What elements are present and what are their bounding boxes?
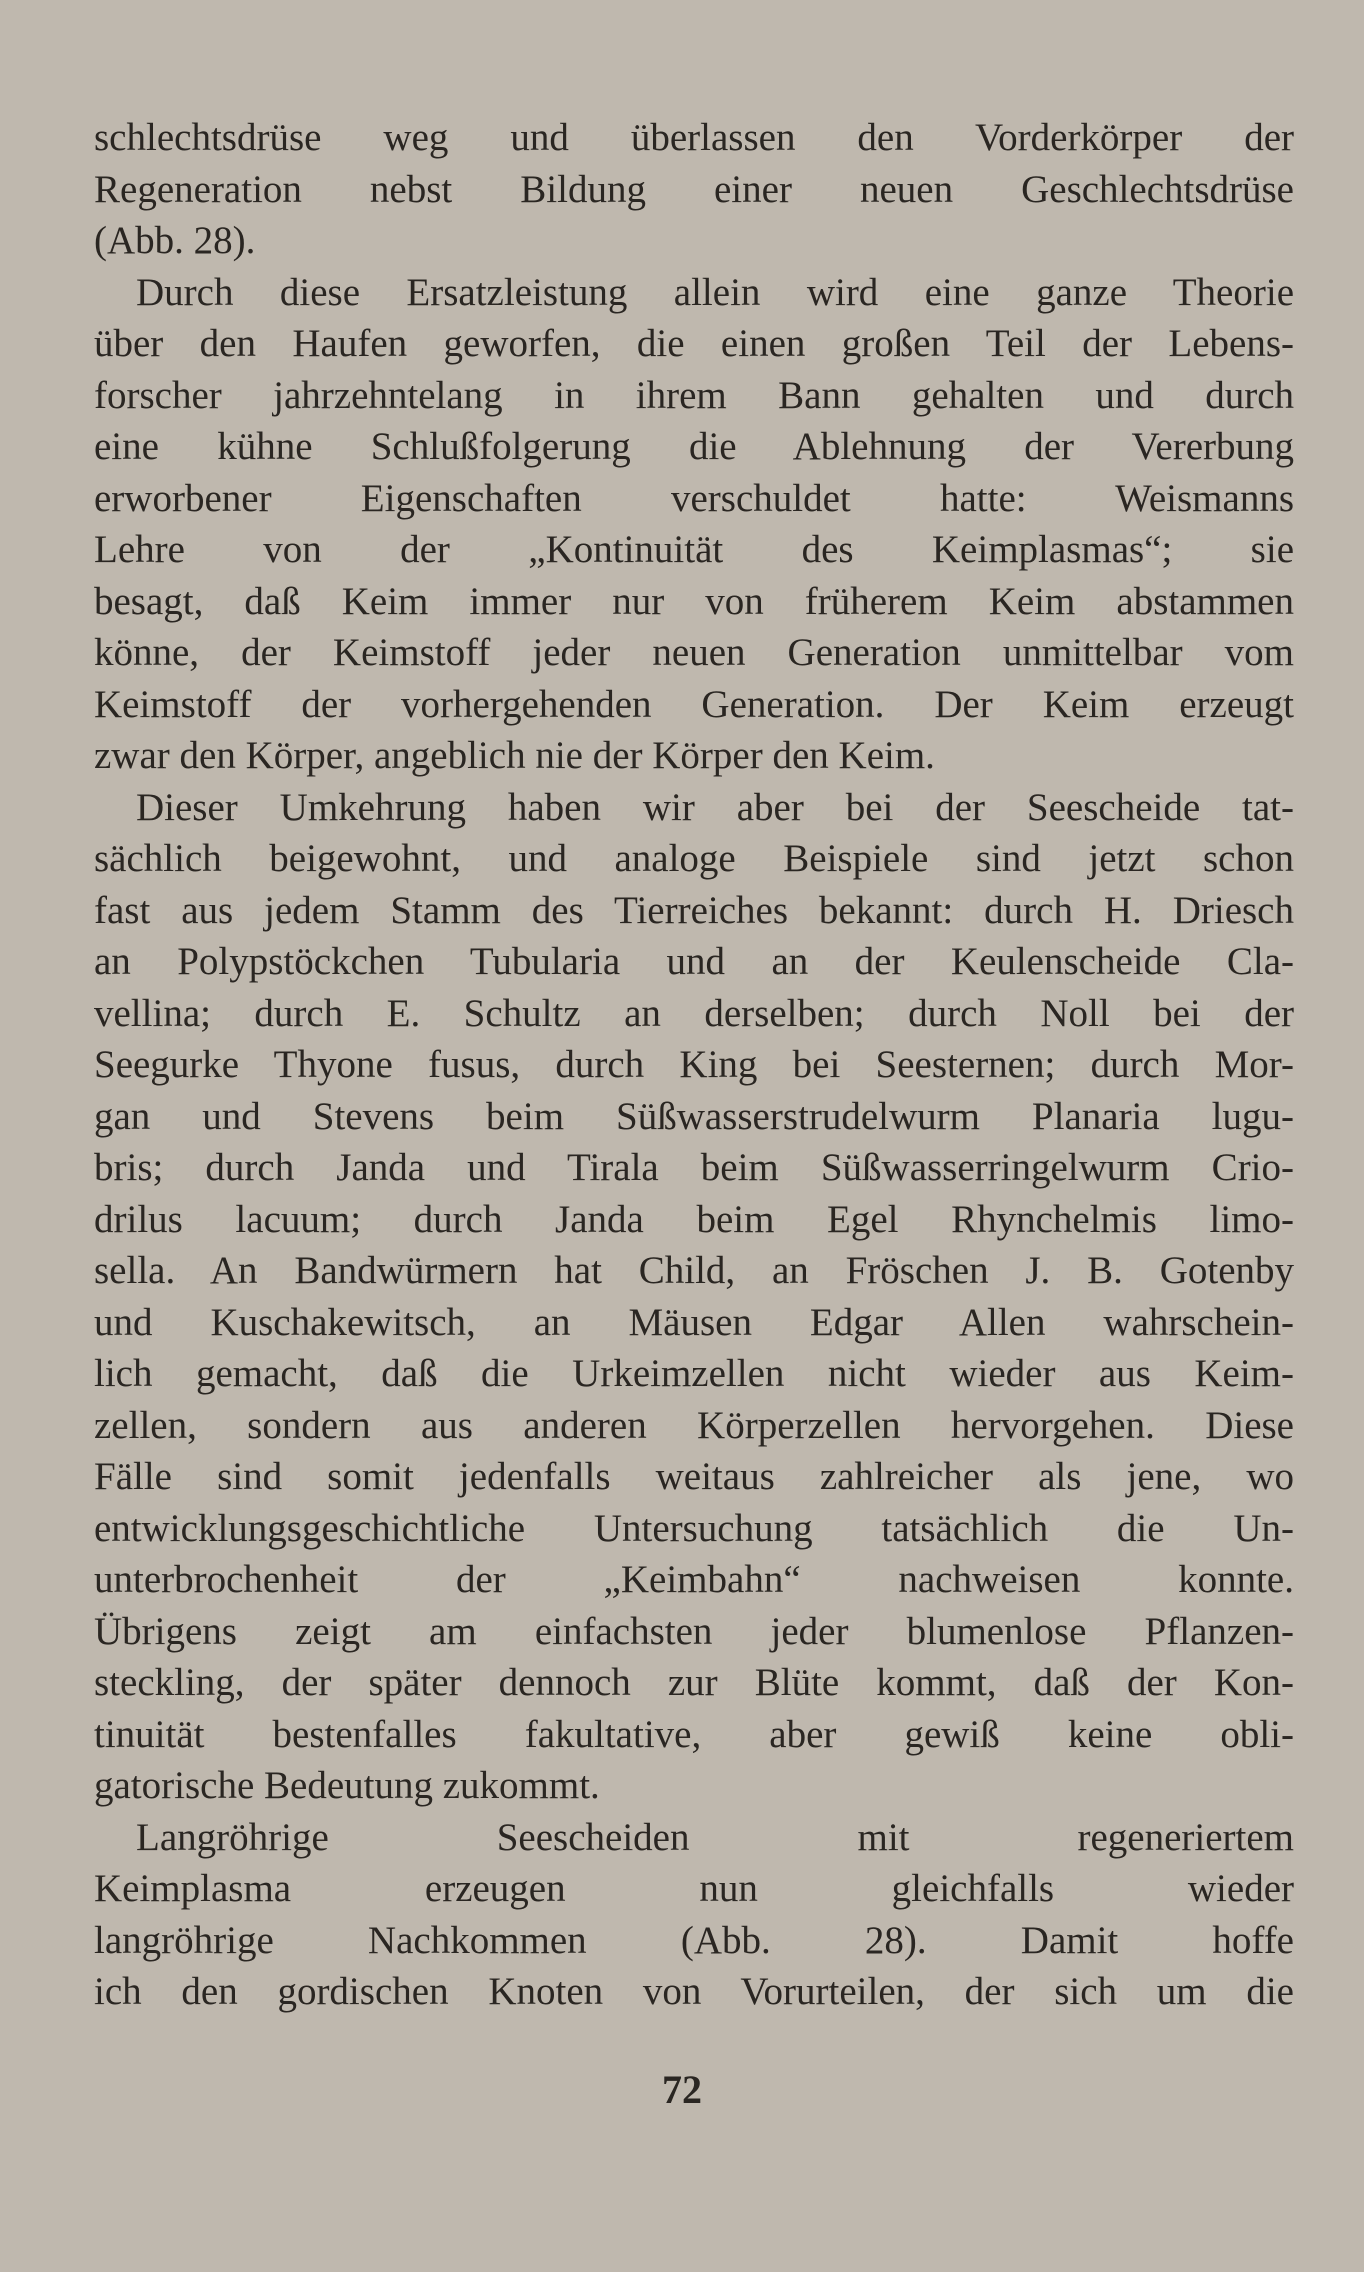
text-line: unterbrochenheit der „Keimbahn“ nachweisen konnte. — [94, 1558, 1294, 1601]
text-line: könne, der Keimstoff jeder neuen Generation unmittelbar vom — [94, 631, 1294, 674]
text-line: Seegurke Thyone fusus, durch King bei Seesternen; durch Mor- — [94, 1043, 1294, 1086]
text-line: forscher jahrzehntelang in ihrem Bann gehalten und durch — [94, 373, 1294, 417]
text-line: Lehre von der „Kontinuität des Keimplasmas“; sie — [94, 528, 1294, 571]
text-line: erworbener Eigenschaften verschuldet hatte: Weismanns — [94, 476, 1294, 520]
text-line: und Kuschakewitsch, an Mäusen Edgar Allen wahrschein- — [94, 1300, 1294, 1344]
text-line: Dieser Umkehrung haben wir aber bei der Seescheide tat- — [136, 785, 1294, 829]
text-line: Regeneration nebst Bildung einer neuen Geschlechtsdrüse — [94, 167, 1294, 211]
text-line: gan und Stevens beim Süßwasserstrudelwurm Planaria lugu- — [94, 1094, 1294, 1138]
text-line: lich gemacht, daß die Urkeimzellen nicht wieder aus Keim- — [94, 1352, 1294, 1395]
text-line: zellen, sondern aus anderen Körperzellen hervorgehen. Diese — [94, 1403, 1294, 1447]
text-line: fast aus jedem Stamm des Tierreiches bekannt: durch H. Driesch — [94, 888, 1294, 932]
text-line: Langröhrige Seescheiden mit regeneriertem — [136, 1815, 1294, 1859]
text-line: Keimplasma erzeugen nun gleichfalls wieder — [94, 1867, 1294, 1910]
text-line: gatorische Bedeutung zukommt. — [94, 1764, 600, 1807]
text-line: sella. An Bandwürmern hat Child, an Fröschen J. B. Gotenby — [94, 1249, 1294, 1292]
text-line: ich den gordischen Knoten von Vorurteilen, der sich um die — [94, 1970, 1294, 2013]
text-line: an Polypstöckchen Tubularia und an der Keulenscheide Cla- — [94, 940, 1294, 983]
text-line: besagt, daß Keim immer nur von früherem Keim abstammen — [94, 579, 1294, 623]
text-line: Fälle sind somit jedenfalls weitaus zahlreicher als jene, wo — [94, 1455, 1294, 1498]
text-line: schlechtsdrüse weg und überlassen den Vorderkörper der — [94, 116, 1294, 159]
text-line: langröhrige Nachkommen (Abb. 28). Damit hoffe — [94, 1918, 1294, 1962]
text-line: tinuität bestenfalles fakultative, aber gewiß keine obli- — [94, 1712, 1294, 1756]
text-line: zwar den Körper, angeblich nie der Körper den Keim. — [94, 734, 935, 777]
text-line: über den Haufen geworfen, die einen großen Teil der Lebens- — [94, 322, 1294, 365]
text-line: Übrigens zeigt am einfachsten jeder blumenlose Pflanzen- — [94, 1609, 1294, 1653]
text-line: vellina; durch E. Schultz an derselben; durch Noll bei der — [94, 991, 1294, 1035]
text-line: steckling, der später dennoch zur Blüte kommt, daß der Kon- — [94, 1661, 1294, 1704]
text-line: bris; durch Janda und Tirala beim Süßwasserringelwurm Crio- — [94, 1146, 1294, 1189]
text-line: eine kühne Schlußfolgerung die Ablehnung der Vererbung — [94, 425, 1294, 468]
page-number: 72 — [662, 2067, 702, 2112]
body-text — [94, 112, 1294, 2018]
text-line: Durch diese Ersatzleistung allein wird eine ganze Theorie — [136, 270, 1294, 314]
text-line: sächlich beigewohnt, und analoge Beispiele sind jetzt schon — [94, 837, 1294, 880]
text-line: (Abb. 28). — [94, 219, 256, 262]
text-line: Keimstoff der vorhergehenden Generation. Der Keim erzeugt — [94, 682, 1294, 726]
text-line: drilus lacuum; durch Janda beim Egel Rhynchelmis limo- — [94, 1197, 1294, 1241]
text-line: entwicklungsgeschichtliche Untersuchung tatsächlich die Un- — [94, 1506, 1294, 1550]
